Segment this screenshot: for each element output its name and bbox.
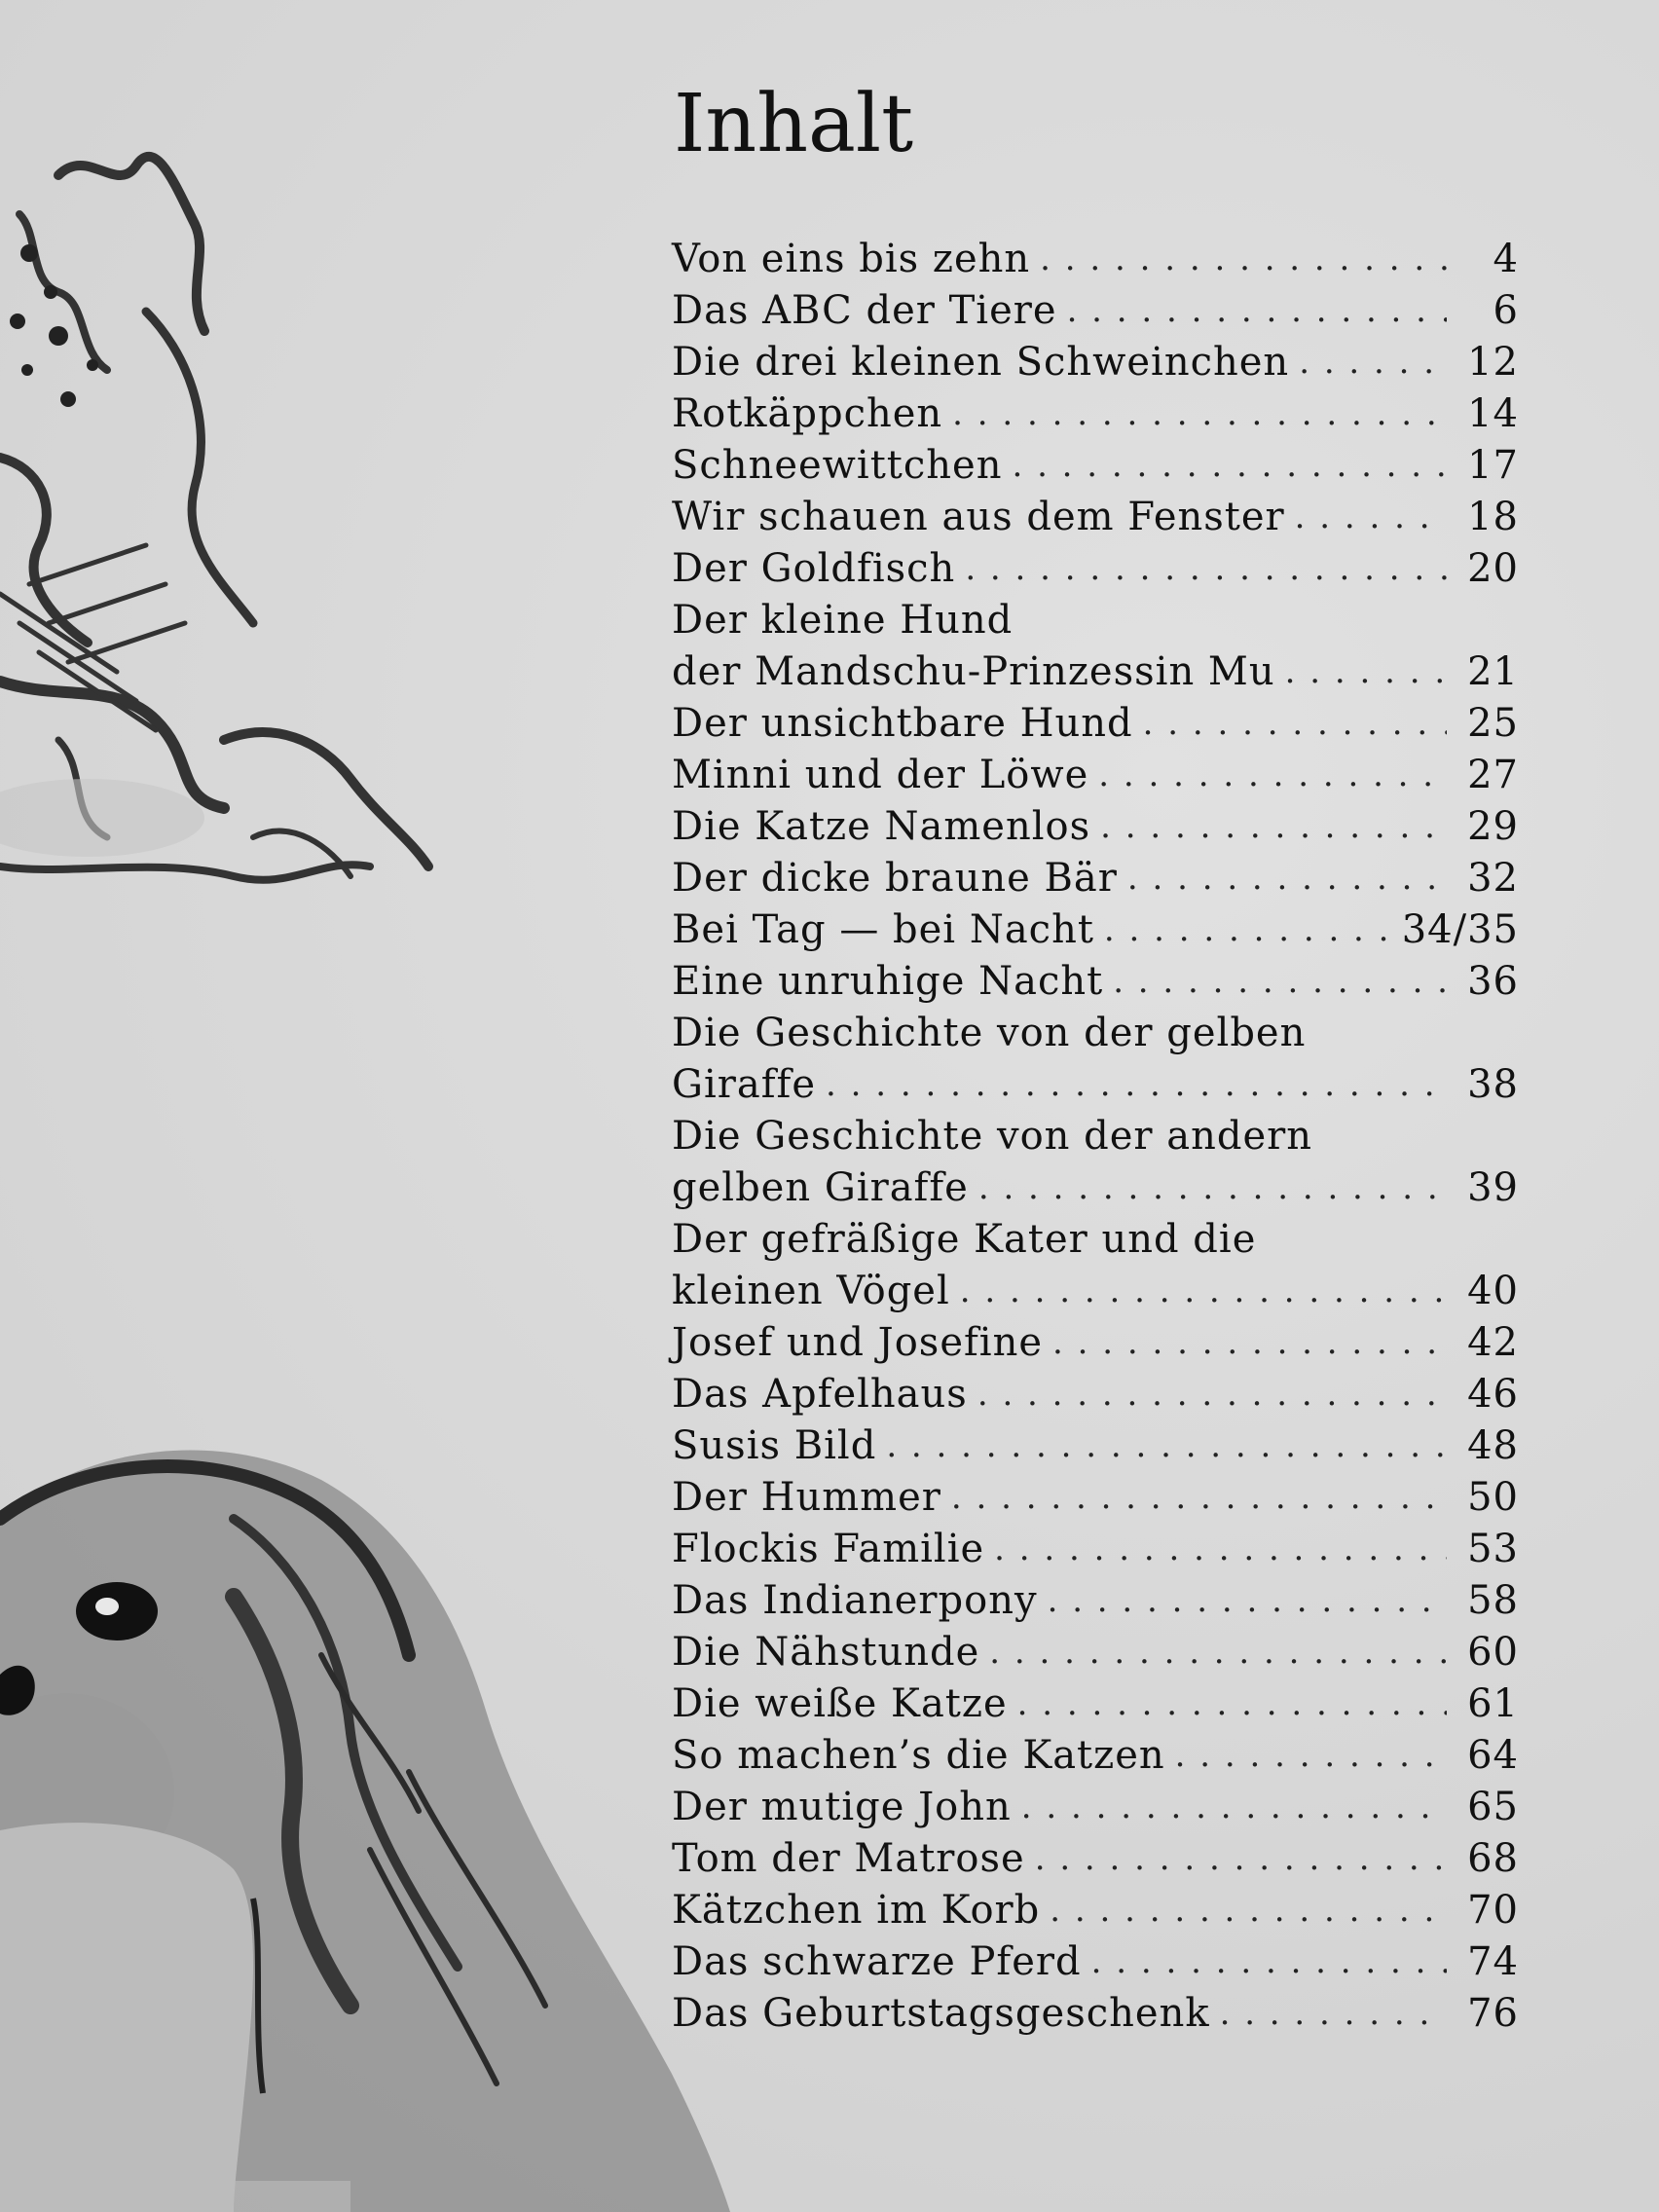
toc-entry-title: Eine unruhige Nacht <box>672 959 1104 1004</box>
toc-entry-title-line1: Die Geschichte von der gelben <box>672 1011 1307 1055</box>
dot-leader <box>1021 1782 1447 1833</box>
table-of-contents <box>672 234 1519 2040</box>
dot-leader <box>1012 440 1447 492</box>
toc-entry <box>672 440 1519 492</box>
toc-entry <box>672 595 1519 698</box>
dot-leader <box>1017 1678 1447 1730</box>
toc-entry-row <box>672 234 1519 285</box>
toc-entry-page-number: 38 <box>1467 1062 1519 1107</box>
toc-entry <box>672 1111 1519 1214</box>
toc-entry-page-number: 76 <box>1467 1991 1519 2036</box>
dot-leader <box>1052 1317 1447 1369</box>
toc-entry <box>672 285 1519 337</box>
toc-entry-title: Das Apfelhaus <box>672 1372 968 1417</box>
toc-entry-row <box>672 388 1519 440</box>
toc-entry-page-number: 42 <box>1467 1320 1519 1365</box>
page-title: Inhalt <box>674 78 914 170</box>
dot-leader <box>1091 1936 1447 1988</box>
toc-entry <box>672 337 1519 388</box>
toc-entry-title: Von eins bis zehn <box>672 237 1031 281</box>
toc-entry-title: Die Nähstunde <box>672 1630 980 1675</box>
toc-entry <box>672 1833 1519 1885</box>
toc-entry <box>672 801 1519 853</box>
toc-entry-row <box>672 1936 1519 1988</box>
dot-leader <box>994 1524 1447 1575</box>
toc-entry-page-number: 34/35 <box>1401 907 1519 952</box>
toc-entry-row <box>672 1575 1519 1627</box>
toc-entry-title: Das ABC der Tiere <box>672 288 1057 333</box>
toc-entry <box>672 1678 1519 1730</box>
dot-leader <box>1098 750 1447 801</box>
dot-leader <box>1295 492 1447 543</box>
toc-entry-title-line1: Der kleine Hund <box>672 598 1014 643</box>
dot-leader <box>1143 698 1447 750</box>
toc-entry-title: Rotkäppchen <box>672 391 943 436</box>
toc-entry <box>672 388 1519 440</box>
toc-entry-row <box>672 285 1519 337</box>
toc-entry-row <box>672 1472 1519 1524</box>
toc-entry-title: Der unsichtbare Hund <box>672 701 1133 746</box>
toc-entry-row <box>672 698 1519 750</box>
dot-leader <box>1113 956 1447 1008</box>
toc-entry-row <box>672 1059 1519 1111</box>
toc-entry-page-number: 60 <box>1467 1630 1519 1675</box>
toc-entry-row <box>672 1369 1519 1420</box>
toc-entry-page-number: 46 <box>1467 1372 1519 1417</box>
dot-leader <box>1040 234 1447 285</box>
toc-entry-title: kleinen Vögel <box>672 1269 950 1313</box>
toc-entry-page-number: 36 <box>1467 959 1519 1004</box>
toc-entry-row <box>672 492 1519 543</box>
toc-entry-row <box>672 801 1519 853</box>
toc-entry-page-number: 50 <box>1467 1475 1519 1520</box>
toc-entry <box>672 492 1519 543</box>
dot-leader <box>1035 1833 1447 1885</box>
dot-leader <box>1299 337 1447 388</box>
toc-entry-title: So machen’s die Katzen <box>672 1733 1165 1778</box>
toc-entry-title: Der Hummer <box>672 1475 941 1520</box>
dot-leader <box>826 1059 1447 1111</box>
toc-entry-title: Bei Tag — bei Nacht <box>672 907 1094 952</box>
toc-entry-row <box>672 1420 1519 1472</box>
toc-entry-row <box>672 1627 1519 1678</box>
toc-entry-title: Das Geburtstagsgeschenk <box>672 1991 1210 2036</box>
toc-entry <box>672 1317 1519 1369</box>
toc-entry <box>672 1885 1519 1936</box>
toc-entry-row <box>672 1524 1519 1575</box>
toc-entry <box>672 1214 1519 1317</box>
toc-entry-page-number: 58 <box>1467 1578 1519 1623</box>
toc-entry <box>672 904 1519 956</box>
toc-entry <box>672 698 1519 750</box>
toc-entry <box>672 1008 1519 1111</box>
toc-entry-page-number: 61 <box>1467 1681 1519 1726</box>
toc-entry-page-number: 74 <box>1467 1939 1519 1984</box>
dog-drawing <box>0 1450 730 2212</box>
toc-entry <box>672 1369 1519 1420</box>
toc-entry-title: Schneewittchen <box>672 443 1003 488</box>
dot-leader <box>989 1627 1447 1678</box>
toc-entry <box>672 956 1519 1008</box>
toc-entry-page-number: 53 <box>1467 1527 1519 1571</box>
toc-entry <box>672 1988 1519 2040</box>
toc-entry-title: Minni und der Löwe <box>672 753 1089 797</box>
toc-entry-page-number: 21 <box>1467 649 1519 694</box>
dot-leader <box>960 1266 1447 1317</box>
toc-entry-title: Die drei kleinen Schweinchen <box>672 340 1290 385</box>
toc-entry-title: Kätzchen im Korb <box>672 1888 1041 1933</box>
toc-entry-row <box>672 1988 1519 2040</box>
toc-entry-page-number: 14 <box>1467 391 1519 436</box>
toc-entry-title: Wir schauen aus dem Fenster <box>672 495 1285 539</box>
toc-entry-title-line1: Die Geschichte von der andern <box>672 1114 1313 1159</box>
toc-entry-title: Der mutige John <box>672 1785 1012 1829</box>
toc-entry-title-line1: Der gefräßige Kater und die <box>672 1217 1257 1262</box>
toc-entry-row <box>672 1317 1519 1369</box>
toc-entry <box>672 1936 1519 1988</box>
toc-entry-row <box>672 646 1519 698</box>
toc-entry-page-number: 32 <box>1467 856 1519 901</box>
dot-leader <box>1285 646 1447 698</box>
dot-leader <box>886 1420 1447 1472</box>
toc-entry-title: Susis Bild <box>672 1423 877 1468</box>
dot-leader <box>1100 801 1447 853</box>
toc-entry-page-number: 29 <box>1467 804 1519 849</box>
toc-entry <box>672 1472 1519 1524</box>
dot-leader <box>951 1472 1447 1524</box>
toc-entry-title: Das schwarze Pferd <box>672 1939 1082 1984</box>
toc-entry-row <box>672 1833 1519 1885</box>
toc-entry <box>672 1627 1519 1678</box>
toc-entry-page-number: 18 <box>1467 495 1519 539</box>
toc-entry-title: gelben Giraffe <box>672 1165 969 1210</box>
toc-entry-page-number: 4 <box>1493 237 1519 281</box>
toc-entry-row <box>672 1730 1519 1782</box>
toc-entry-row <box>672 1162 1519 1214</box>
toc-entry <box>672 853 1519 904</box>
toc-entry <box>672 1420 1519 1472</box>
toc-entry <box>672 1575 1519 1627</box>
toc-entry-page-number: 25 <box>1467 701 1519 746</box>
feathered-creature-drawing <box>0 157 428 880</box>
dot-leader <box>1175 1730 1447 1782</box>
toc-entry-row <box>672 1782 1519 1833</box>
dot-leader <box>1104 904 1392 956</box>
toc-entry-row <box>672 337 1519 388</box>
toc-entry-page-number: 20 <box>1467 546 1519 591</box>
toc-entry-title: Flockis Familie <box>672 1527 985 1571</box>
toc-entry-title: Giraffe <box>672 1062 816 1107</box>
toc-entry-page-number: 27 <box>1467 753 1519 797</box>
dot-leader <box>1220 1988 1447 2040</box>
toc-entry-row <box>672 956 1519 1008</box>
dot-leader <box>965 543 1447 595</box>
toc-entry-page-number: 70 <box>1467 1888 1519 1933</box>
toc-entry <box>672 1524 1519 1575</box>
toc-entry-row <box>672 543 1519 595</box>
dot-leader <box>1067 285 1447 337</box>
toc-entry-row <box>672 1266 1519 1317</box>
toc-entry-page-number: 12 <box>1467 340 1519 385</box>
toc-entry-row <box>672 440 1519 492</box>
dot-leader <box>952 388 1447 440</box>
ink-illustration <box>0 0 740 2212</box>
toc-entry-row <box>672 853 1519 904</box>
dot-leader <box>978 1162 1447 1214</box>
dot-leader <box>1050 1885 1447 1936</box>
toc-entry-title: Die Katze Namenlos <box>672 804 1091 849</box>
toc-entry <box>672 750 1519 801</box>
toc-entry-row <box>672 904 1519 956</box>
toc-entry-page-number: 39 <box>1467 1165 1519 1210</box>
dot-leader <box>977 1369 1447 1420</box>
toc-entry <box>672 1730 1519 1782</box>
toc-entry-page-number: 6 <box>1493 288 1519 333</box>
toc-entry-row <box>672 1678 1519 1730</box>
dot-leader <box>1127 853 1447 904</box>
toc-entry <box>672 1782 1519 1833</box>
toc-entry <box>672 543 1519 595</box>
toc-entry-page-number: 48 <box>1467 1423 1519 1468</box>
toc-entry-page-number: 40 <box>1467 1269 1519 1313</box>
toc-entry-row <box>672 750 1519 801</box>
toc-entry-title: Tom der Matrose <box>672 1836 1025 1881</box>
toc-entry-page-number: 64 <box>1467 1733 1519 1778</box>
toc-entry-title: Josef und Josefine <box>672 1320 1044 1365</box>
toc-entry-title: Der Goldfisch <box>672 546 956 591</box>
toc-entry-title: der Mandschu-Prinzessin Mu <box>672 649 1275 694</box>
toc-entry-row <box>672 1885 1519 1936</box>
toc-entry <box>672 234 1519 285</box>
toc-entry-title: Der dicke braune Bär <box>672 856 1118 901</box>
dot-leader <box>1048 1575 1447 1627</box>
toc-entry-title: Das Indianerpony <box>672 1578 1038 1623</box>
toc-entry-title: Die weiße Katze <box>672 1681 1008 1726</box>
toc-entry-page-number: 17 <box>1467 443 1519 488</box>
toc-entry-page-number: 68 <box>1467 1836 1519 1881</box>
toc-entry-page-number: 65 <box>1467 1785 1519 1829</box>
